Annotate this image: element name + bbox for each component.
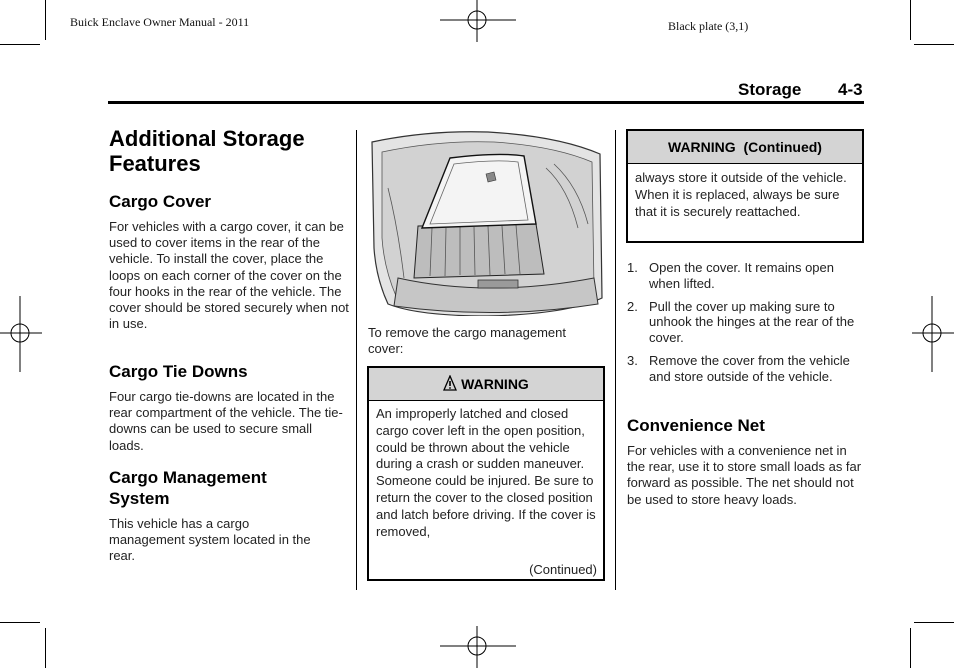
convenience-net-text: For vehicles with a convenience net in the rear, use it to store small loads as far forward as possible. The net should not be used to store heavy loads. [627,443,862,507]
section-name: Storage [738,80,802,99]
crop-mark [910,628,911,668]
cargo-cover-text: For vehicles with a cargo cover, it can be used to cover items in the rear of the vehicle. To install the cover, place the loops on each corner of the cover on the four hooks in the rear of the vehicle. The cover should be stored securely when not in use. [109,219,349,332]
registration-mark-icon [0,296,42,372]
crop-mark [45,0,46,40]
column-divider [615,130,616,590]
warning-text: An improperly latched and closed cargo cover left in the open position, could be thrown about the vehicle during a crash or sudden maneuver. Someone could be injured. Be sure to return the cover to the closed position and latch before driving. If the cover is removed, [376,406,596,539]
registration-mark-icon [912,296,954,372]
warning-continued-box [626,129,864,243]
column-divider [356,130,357,590]
remove-intro-text: To remove the cargo management cover: [368,325,566,357]
warning-title: WARNING [461,376,529,392]
registration-mark-icon [440,0,516,42]
header-rule [108,101,864,104]
exclamation-icon [443,375,457,391]
list-item: 3. Remove the cover from the vehicle and store outside of the vehicle. [627,352,850,384]
continued-label: (Continued) [529,562,597,577]
list-item: 2. Pull the cover up making sure to unhook the hinges at the rear of the cover. [627,298,855,345]
plate-label-right: Black plate (3,1) [668,19,749,33]
cargo-management-illustration [368,128,604,316]
crop-mark [910,0,911,40]
warning-box [367,366,605,581]
removal-steps [627,260,863,392]
crop-mark [45,628,46,668]
page-title: Additional Storage Features [109,126,305,176]
registration-mark-icon [440,626,516,668]
section-heading-cargo-management: Cargo Management System [109,468,267,508]
section-heading-convenience-net: Convenience Net [627,416,765,435]
crop-mark [0,44,40,45]
plate-label-left: Buick Enclave Owner Manual - 2011 [70,15,250,29]
list-item: 1. Open the cover. It remains open when lifted. [627,260,834,291]
warning-header [369,368,603,401]
warning-continued-header: WARNING (Continued) [628,131,862,164]
warning-continued-text: always store it outside of the vehicle. When it is replaced, always be sure that it is securely reattached. [635,170,847,219]
page-number: 4-3 [838,80,863,99]
section-heading-cargo-tie-downs: Cargo Tie Downs [109,362,248,381]
cargo-tie-downs-text: Four cargo tie-downs are located in the rear compartment of the vehicle. The tie-downs can be used to secure small loads. [109,389,343,453]
cargo-management-text: This vehicle has a cargo management system located in the rear. [109,516,311,564]
section-heading-cargo-cover: Cargo Cover [109,192,212,211]
crop-mark [914,622,954,623]
crop-mark [914,44,954,45]
crop-mark [0,622,40,623]
